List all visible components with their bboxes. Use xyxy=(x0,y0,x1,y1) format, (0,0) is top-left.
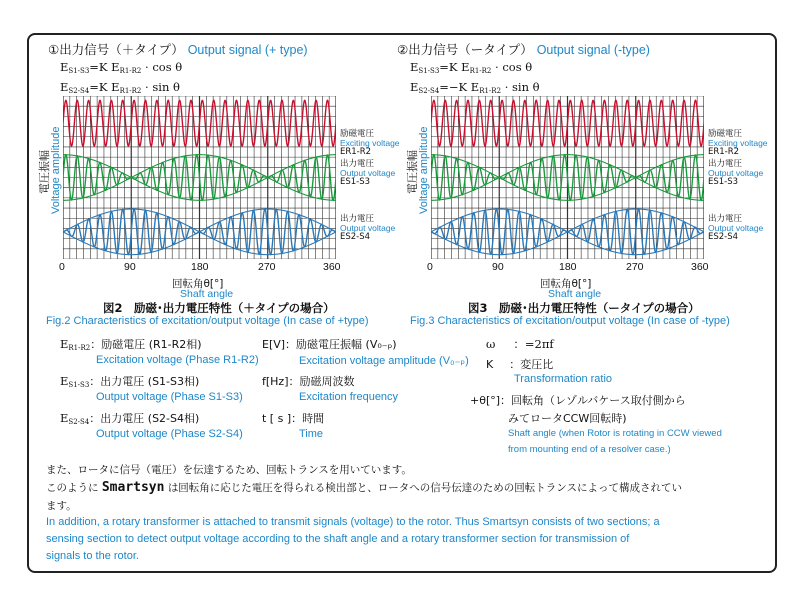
left-side-label-out1: 出力電圧 Output voltage ES1-S3 xyxy=(340,159,396,187)
body-en-line1: In addition, a rotary transformer is attached to transmit signals (voltage) to the rotor. Thus Smartsyn consists of two sections; a xyxy=(46,516,660,528)
left-header-jp: ①出力信号（＋タイプ） xyxy=(48,42,184,57)
legend-theta-en1: Shaft angle (when Rotor is rotating in CCW viewed xyxy=(508,428,722,439)
legend-f-en: Excitation frequency xyxy=(299,391,399,403)
left-xlabel-en: Shaft angle xyxy=(180,288,234,300)
right-tick-360: 360 xyxy=(691,261,709,273)
legend-theta-en2: from mounting end of a resolver case.) xyxy=(508,444,671,455)
body-jp-line3: ます。 xyxy=(46,500,77,512)
legend-theta-jp2: みてロータCCW回転時) xyxy=(508,412,627,425)
left-caption-en: Fig.2 Characteristics of excitation/output voltage (In case of +type) xyxy=(46,315,369,327)
right-side-label-exc: 励磁電圧 Exciting voltage ER1-R2 xyxy=(708,129,768,157)
left-caption-jp: 図2 励磁･出力電圧特性（＋タイプの場合） xyxy=(103,301,335,315)
left-tick-180: 180 xyxy=(191,261,209,273)
right-equation-2: $E_{S2-S4}=-K$ $E_{R1-R2} \cdot \sin \theta$ xyxy=(410,80,540,95)
legend-s2s4: $E_{S2-S4}$：出力電圧 (S2-S4相) xyxy=(60,411,200,426)
left-ylabel-en: Voltage amplitude xyxy=(50,126,62,214)
right-caption-jp: 図3 励磁･出力電圧特性（ータイプの場合） xyxy=(468,301,700,315)
legend-s2s4-en: Output voltage (Phase S2-S4) xyxy=(96,428,243,440)
body-jp-line2: このように Smartsyn は回転角に応じた電圧を得られる検出部と、ロータへの信号伝達のための回転トランスによって構成されてい xyxy=(46,480,682,495)
right-tick-270: 270 xyxy=(626,261,644,273)
legend-s1s3-en: Output voltage (Phase S1-S3) xyxy=(96,391,243,403)
left-tick-360: 360 xyxy=(323,261,341,273)
left-header-en: Output signal (+ type) xyxy=(187,43,308,57)
right-header-jp: ②出力信号（ータイプ） xyxy=(397,42,533,57)
legend-t: t [ s ]：時間 xyxy=(262,412,325,425)
right-tick-0: 0 xyxy=(427,261,433,273)
left-header xyxy=(48,40,308,58)
right-equation-1: $E_{S1-S3}=K$ $E_{R1-R2} \cdot \cos \theta$ xyxy=(410,60,533,75)
right-side-label-out1: 出力電圧 Output voltage ES1-S3 xyxy=(708,159,764,187)
right-side-label-out2: 出力電圧 Output voltage ES2-S4 xyxy=(708,214,764,242)
right-tick-180: 180 xyxy=(559,261,577,273)
legend-ev-en: Excitation voltage amplitude (V₀₋ₚ) xyxy=(299,355,469,367)
right-ylabel-jp: 電圧振幅 xyxy=(406,150,419,194)
smartsyn-logo: Smartsyn xyxy=(101,480,165,495)
left-tick-0: 0 xyxy=(59,261,65,273)
left-xlabel-jp: 回転角θ[°] xyxy=(172,278,224,290)
legend-s1s3: $E_{S1-S3}$：出力電圧 (S1-S3相) xyxy=(60,374,200,389)
legend-ev: E[V]：励磁電圧振幅 (V₀₋ₚ) xyxy=(262,338,397,351)
body-en-line3: signals to the rotor. xyxy=(46,550,139,562)
legend-k: K ：変圧比 xyxy=(486,358,554,371)
right-header-en: Output signal (-type) xyxy=(536,43,650,57)
legend-f: f[Hz]：励磁周波数 xyxy=(262,375,355,388)
left-side-label-exc: 励磁電圧 Exciting voltage ER1-R2 xyxy=(340,129,400,157)
body-jp-line1: また、ロータに信号（電圧）を伝達するため、回転トランスを用いています。 xyxy=(46,464,412,476)
right-header xyxy=(397,40,650,58)
right-xlabel-jp: 回転角θ[°] xyxy=(540,278,592,290)
left-equation-2: $E_{S2-S4}=K$ $E_{R1-R2} \cdot \sin \theta$ xyxy=(60,80,180,95)
legend-t-en: Time xyxy=(299,428,324,440)
right-caption-en: Fig.3 Characteristics of excitation/output voltage (In case of -type) xyxy=(410,315,730,327)
legend-omega: ω ：=2πf xyxy=(486,337,554,351)
right-xlabel-en: Shaft angle xyxy=(548,288,602,300)
legend-r1r2: $E_{R1-R2}$：励磁電圧 (R1-R2相) xyxy=(60,337,202,352)
left-side-label-out2: 出力電圧 Output voltage ES2-S4 xyxy=(340,214,396,242)
left-ylabel-jp: 電圧振幅 xyxy=(38,150,51,194)
left-tick-90: 90 xyxy=(124,261,136,273)
right-tick-90: 90 xyxy=(492,261,504,273)
body-en-line2: sensing section to detect output voltage according to the shaft angle and a rotary transformer section for transmission of xyxy=(46,533,630,545)
left-tick-270: 270 xyxy=(258,261,276,273)
left-equation-1: $E_{S1-S3}=K$ $E_{R1-R2} \cdot \cos \theta$ xyxy=(60,60,183,75)
legend-r1r2-en: Excitation voltage (Phase R1-R2) xyxy=(96,354,259,366)
legend-k-en: Transformation ratio xyxy=(514,373,613,385)
legend-theta-jp1: +θ[°]：回転角（レゾルバケース取付側から xyxy=(470,394,686,407)
right-chart xyxy=(431,96,704,259)
right-ylabel-en: Voltage amplitude xyxy=(418,126,430,214)
left-chart xyxy=(63,96,336,259)
